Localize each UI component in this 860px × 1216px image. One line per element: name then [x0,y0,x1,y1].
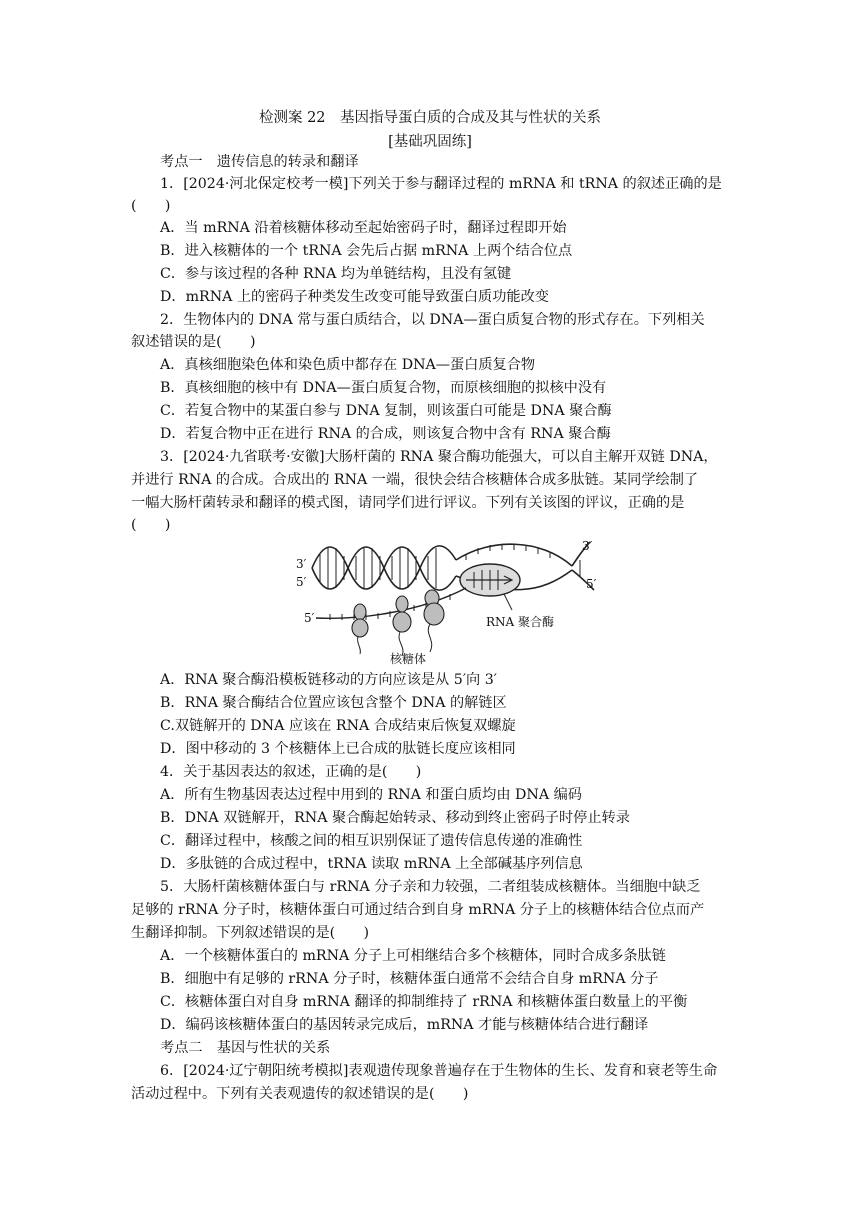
q2-option-c: C．若复合物中的某蛋白参与 DNA 复制，则该蛋白可能是 DNA 聚合酶 [160,403,612,419]
q6-stem-line1: 6．[2024·辽宁朝阳统考模拟]表观遗传现象普遍存在于生物体的生长、发育和衰老等生命 [160,1063,718,1079]
q4-option-c: C．翻译过程中，核酸之间的相互识别保证了遗传信息传递的准确性 [160,833,583,849]
q4-stem: 4．关于基因表达的叙述，正确的是( ) [160,764,422,780]
q2-option-d: D．若复合物中正在进行 RNA 的合成，则该复合物中含有 RNA 聚合酶 [160,426,611,442]
q1-stem-line1: 1．[2024·河北保定校考一模]下列关于参与翻译过程的 mRNA 和 tRNA 的叙述正确的是 [160,176,722,192]
section-heading-1: 考点一 遗传信息的转录和翻译 [160,154,359,170]
q5-option-d: D．编码该核糖体蛋白的基因转录完成后，mRNA 才能与核糖体结合进行翻译 [160,1017,649,1033]
label-5prime-right: 5′ [586,577,597,591]
q1-option-d: D．mRNA 上的密码子种类发生改变可能导致蛋白质功能改变 [160,289,549,305]
q3-option-d: D．图中移动的 3 个核糖体上已合成的肽链长度应该相同 [160,741,516,757]
page-subtitle: [基础巩固练] [388,134,472,150]
q2-stem-line2: 叙述错误的是( ) [131,334,256,350]
q1-option-a: A．当 mRNA 沿着核糖体移动至起始密码子时，翻译过程即开始 [160,220,567,236]
label-5prime-mrna: 5′ [304,611,315,625]
q5-stem-line3: 生翻译抑制。下列叙述错误的是( ) [131,925,370,941]
dna-strand-2 [312,546,456,589]
unwound-strand-top-ticks [466,544,550,560]
q3-stem-line2: 并进行 RNA 的合成。合成出的 RNA 一端，很快会结合核糖体合成多肽链。某同学绘制了 [131,472,699,488]
label-5prime-left: 5′ [296,575,307,589]
label-3prime-top-right: 3′ [582,539,593,553]
q3-option-b: B．RNA 聚合酶结合位置应该包含整个 DNA 的解链区 [160,695,507,711]
q2-stem-line1: 2．生物体内的 DNA 常与蛋白质结合，以 DNA—蛋白质复合物的形式存在。下列相关 [160,312,705,328]
label-3prime-left: 3′ [296,557,307,571]
q3-option-c: C.双链解开的 DNA 应该在 RNA 合成结束后恢复双螺旋 [160,718,516,734]
q1-option-c: C．参与该过程的各种 RNA 均为单链结构，且没有氢键 [160,266,512,282]
transcription-translation-diagram [290,536,610,666]
q1-option-b: B．进入核糖体的一个 tRNA 会先后占据 mRNA 上两个结合位点 [160,243,573,259]
dna-base-pairs [320,548,436,588]
q5-option-a: A．一个核糖体蛋白的 mRNA 分子上可相继结合多个核糖体，同时合成多条肽链 [160,948,666,964]
q3-stem-line1: 3．[2024·九省联考·安徽]大肠杆菌的 RNA 聚合酶功能强大，可以自主解开双链 DNA， [160,449,718,465]
q6-stem-line2: 活动过程中。下列有关表观遗传的叙述错误的是( ) [131,1086,469,1102]
q1-stem-line2: ( ) [131,198,171,214]
label-rna-polymerase: RNA 聚合酶 [486,615,555,629]
q3-stem-line4: ( ) [131,517,171,533]
q3-stem-line3: 一幅大肠杆菌转录和翻译的模式图，请同学们进行评议。下列有关该图的评议，正确的是 [131,495,685,511]
ribosomes [352,590,444,637]
q4-option-d: D．多肽链的合成过程中，tRNA 读取 mRNA 上全部碱基序列信息 [160,856,583,872]
q5-stem-line2: 足够的 rRNA 分子时，核糖体蛋白可通过结合到自身 mRNA 分子上的核糖体结合位点而产 [131,902,705,918]
page-title: 检测案 22 基因指导蛋白质的合成及其与性状的关系 [258,110,602,126]
q5-option-c: C．核糖体蛋白对自身 mRNA 翻译的抑制维持了 rRNA 和核糖体蛋白数量上的平衡 [160,994,688,1010]
q5-stem-line1: 5．大肠杆菌核糖体蛋白与 rRNA 分子亲和力较强，二者组装成核糖体。当细胞中缺乏 [160,879,701,895]
q2-option-b: B．真核细胞的核中有 DNA—蛋白质复合物，而原核细胞的拟核中没有 [160,380,607,396]
q5-option-b: B．细胞中有足够的 rRNA 分子时，核糖体蛋白通常不会结合自身 mRNA 分子 [160,971,659,987]
q3-option-a: A．RNA 聚合酶沿模板链移动的方向应该是从 5′向 3′ [160,672,497,688]
label-ribosome: 核糖体 [390,652,427,666]
q4-option-b: B．DNA 双链解开，RNA 聚合酶起始转录、移动到终止密码子时停止转录 [160,810,630,826]
q2-option-a: A．真核细胞染色体和染色质中都存在 DNA—蛋白质复合物 [160,357,536,373]
section-heading-2: 考点二 基因与性状的关系 [160,1040,331,1056]
q4-option-a: A．所有生物基因表达过程中用到的 RNA 和蛋白质均由 DNA 编码 [160,787,582,803]
